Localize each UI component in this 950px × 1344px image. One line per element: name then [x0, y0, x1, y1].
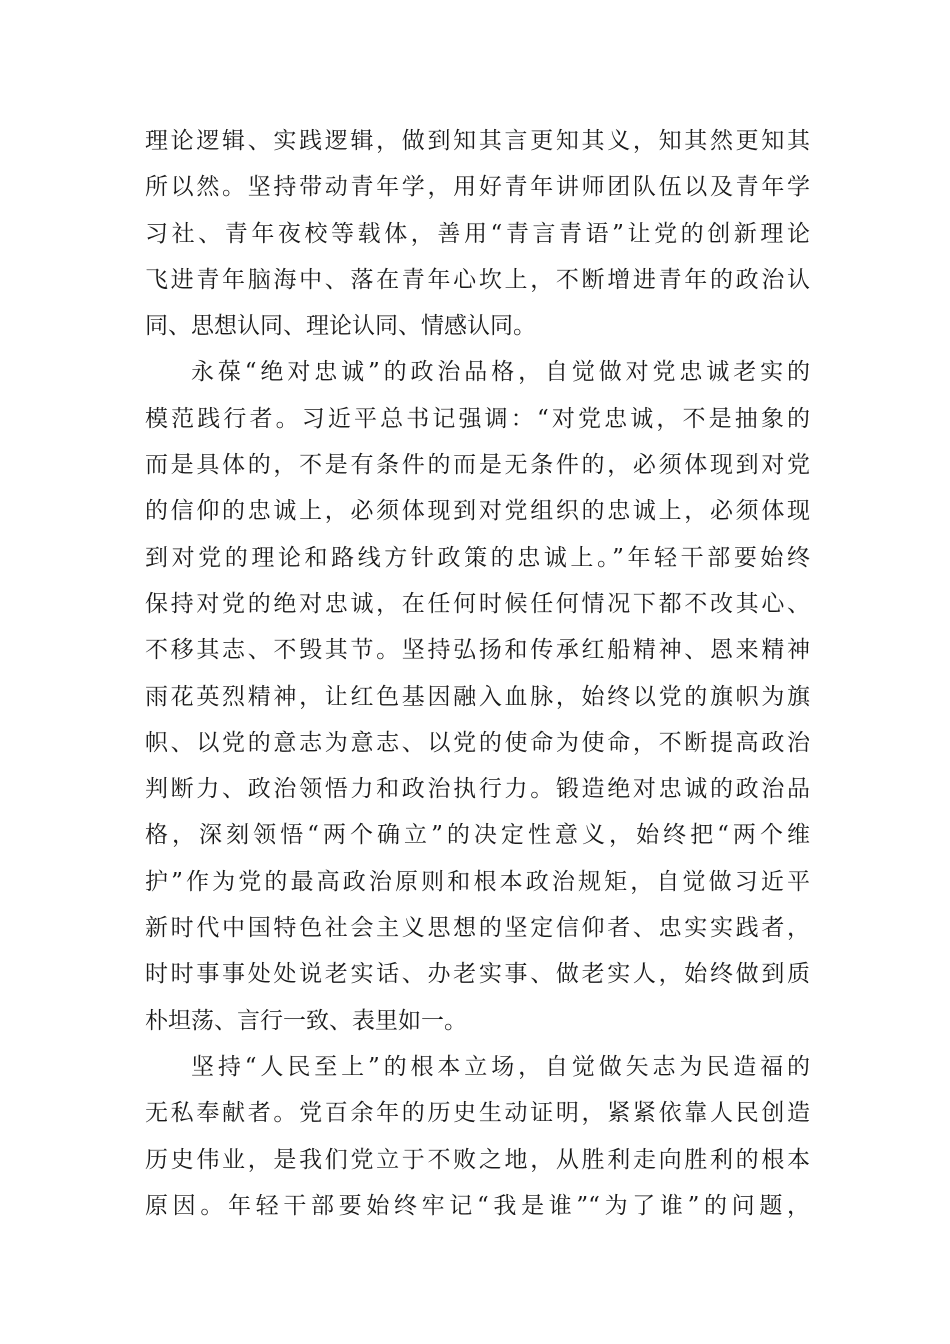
- text-line: 历史伟业，是我们党立于不败之地，从胜利走向胜利的根本: [145, 1146, 810, 1173]
- text-line: 保持对党的绝对忠诚，在任何时候任何情况下都不改其心、: [145, 590, 810, 617]
- text-line: 所以然。坚持带动青年学，用好青年讲师团队伍以及青年学: [145, 174, 810, 201]
- text-line: 雨花英烈精神，让红色基因融入血脉，始终以党的旗帜为旗: [145, 683, 810, 710]
- paragraph-p2: [145, 349, 810, 1043]
- text-line: 的信仰的忠诚上，必须体现到对党组织的忠诚上，必须体现: [145, 498, 810, 525]
- document-body: [145, 118, 810, 1229]
- text-line: 帜、以党的意志为意志、以党的使命为使命，不断提高政治: [145, 729, 810, 756]
- text-line: 不移其志、不毁其节。坚持弘扬和传承红船精神、恩来精神: [145, 637, 810, 664]
- text-line: 而是具体的，不是有条件的而是无条件的，必须体现到对党: [145, 452, 810, 479]
- text-line: 理论逻辑、实践逻辑，做到知其言更知其义，知其然更知其: [145, 128, 810, 154]
- text-line: 判断力、政治领悟力和政治执行力。锻造绝对忠诚的政治品: [145, 776, 810, 803]
- text-line: 时时事事处处说老实话、办老实事、做老实人，始终做到质: [145, 961, 810, 988]
- text-line: 新时代中国特色社会主义思想的坚定信仰者、忠实实践者，: [145, 915, 810, 942]
- text-line: 同、思想认同、理论认同、情感认同。: [145, 313, 536, 340]
- paragraph-p1: [145, 118, 810, 349]
- text-line: 飞进青年脑海中、落在青年心坎上，不断增进青年的政治认: [145, 266, 810, 293]
- text-line: 护”作为党的最高政治原则和根本政治规矩，自觉做习近平: [145, 868, 810, 895]
- text-line: 朴坦荡、言行一致、表里如一。: [145, 1007, 467, 1034]
- paragraph-p3: [145, 1044, 810, 1229]
- text-line: 坚持“人民至上”的根本立场，自觉做矢志为民造福的: [191, 1053, 810, 1080]
- text-line: 永葆“绝对忠诚”的政治品格，自觉做对党忠诚老实的: [191, 359, 810, 386]
- text-line: 无私奉献者。党百余年的历史生动证明，紧紧依靠人民创造: [145, 1100, 810, 1127]
- text-line: 原因。年轻干部要始终牢记“我是谁”“为了谁”的问题，: [145, 1192, 810, 1219]
- text-line: 格，深刻领悟“两个确立”的决定性意义，始终把“两个维: [145, 822, 810, 849]
- text-line: 习社、青年夜校等载体，善用“青言青语”让党的创新理论: [145, 220, 810, 247]
- text-line: 到对党的理论和路线方针政策的忠诚上。”年轻干部要始终: [145, 544, 810, 571]
- text-line: 模范践行者。习近平总书记强调：“对党忠诚，不是抽象的: [145, 405, 810, 432]
